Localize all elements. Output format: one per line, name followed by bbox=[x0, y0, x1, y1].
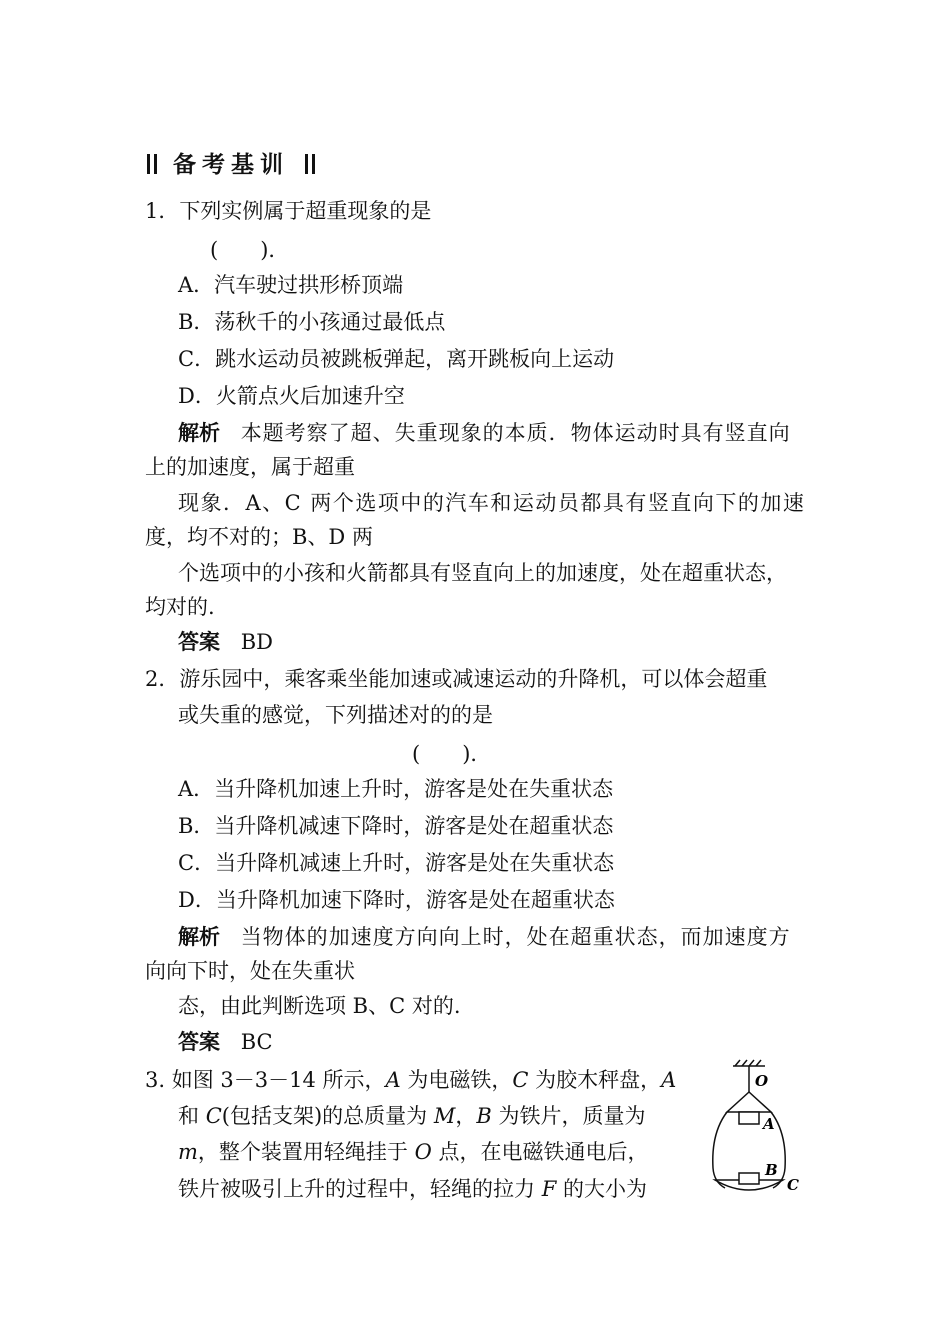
q1-paren: ( )． bbox=[210, 238, 290, 262]
q1-answer-line bbox=[178, 628, 273, 656]
q1-option-c: C．跳水运动员被跳板弹起，离开跳板向上运动 bbox=[178, 347, 615, 371]
title-bar-right bbox=[305, 154, 308, 174]
q1-analysis-line: 上的加速度，属于超重 bbox=[145, 455, 355, 479]
q3-line-2: 和 C(包括支架)的总质量为 M，B 为铁片，质量为 bbox=[178, 1104, 646, 1128]
q2-stem: 2．游乐园中，乘客乘坐能加速或减速运动的升降机，可以体会超重 bbox=[145, 667, 768, 691]
hanger-support bbox=[727, 1092, 771, 1112]
q3-line-4: 铁片被吸引上升的过程中，轻绳的拉力 F 的大小为 bbox=[178, 1177, 647, 1201]
label-a: A bbox=[763, 1115, 775, 1133]
label-o: O bbox=[755, 1072, 769, 1090]
ceiling-hatch bbox=[733, 1060, 765, 1066]
title-bar-left bbox=[147, 154, 150, 174]
q1-stem: 1．下列实例属于超重现象的是 bbox=[145, 199, 432, 223]
q2-stem: 或失重的感觉，下列描述对的的是 bbox=[178, 703, 493, 727]
q2-answer-line bbox=[178, 1028, 273, 1056]
q1-option-b: B．荡秋千的小孩通过最低点 bbox=[178, 310, 446, 334]
q1-answer-label: 答案 bbox=[178, 630, 220, 654]
q1-option-d: D．火箭点火后加速升空 bbox=[178, 384, 405, 408]
q2-option-a: A．当升降机加速上升时，游客是处在失重状态 bbox=[178, 777, 614, 801]
iron-piece-b bbox=[739, 1173, 759, 1184]
q1-analysis-line: 解析 本题考察了超、失重现象的本质．物体运动时具有竖直向 bbox=[178, 421, 791, 445]
q2-paren: ( )． bbox=[412, 742, 492, 766]
label-c: C bbox=[787, 1176, 799, 1194]
q1-analysis-line: 均对的. bbox=[145, 595, 215, 619]
q3-line-1: 3. 如图 3－3－14 所示，A 为电磁铁，C 为胶木秤盘，A bbox=[145, 1068, 677, 1092]
q2-analysis-line: 解析 当物体的加速度方向向上时，处在超重状态，而加速度方 bbox=[178, 925, 791, 949]
section-title bbox=[145, 146, 317, 179]
electromagnet-figure bbox=[705, 1058, 805, 1203]
electromagnet-a bbox=[739, 1112, 759, 1124]
q1-option-a: A．汽车驶过拱形桥顶端 bbox=[178, 273, 404, 297]
q2-answer: BC bbox=[240, 1030, 273, 1054]
q2-option-c: C．当升降机减速上升时，游客是处在失重状态 bbox=[178, 851, 615, 875]
label-b: B bbox=[765, 1161, 778, 1179]
q1-analysis-line: 度，均不对的；B、D 两 bbox=[145, 525, 373, 549]
q2-option-b: B．当升降机减速下降时，游客是处在超重状态 bbox=[178, 814, 614, 838]
q1-analysis-line: 个选项中的小孩和火箭都具有竖直向上的加速度，处在超重状态， bbox=[178, 561, 787, 585]
q2-option-d: D．当升降机加速下降时，游客是处在超重状态 bbox=[178, 888, 615, 912]
q2-answer-label: 答案 bbox=[178, 1030, 220, 1054]
q3-line-3: m，整个装置用轻绳挂于 O 点，在电磁铁通电后， bbox=[178, 1140, 649, 1164]
q1-analysis-line: 现象．A、C 两个选项中的汽车和运动员都具有竖直向下的加速 bbox=[178, 491, 806, 515]
q1-analysis-label: 解析 bbox=[178, 421, 220, 445]
q1-answer: BD bbox=[240, 630, 273, 654]
q2-analysis-line: 态，由此判断选项 B、C 对的. bbox=[178, 994, 461, 1018]
q2-analysis-label: 解析 bbox=[178, 925, 220, 949]
q2-analysis-line: 向向下时，处在失重状 bbox=[145, 959, 355, 983]
section-title-text: 备考基训 bbox=[173, 152, 290, 178]
